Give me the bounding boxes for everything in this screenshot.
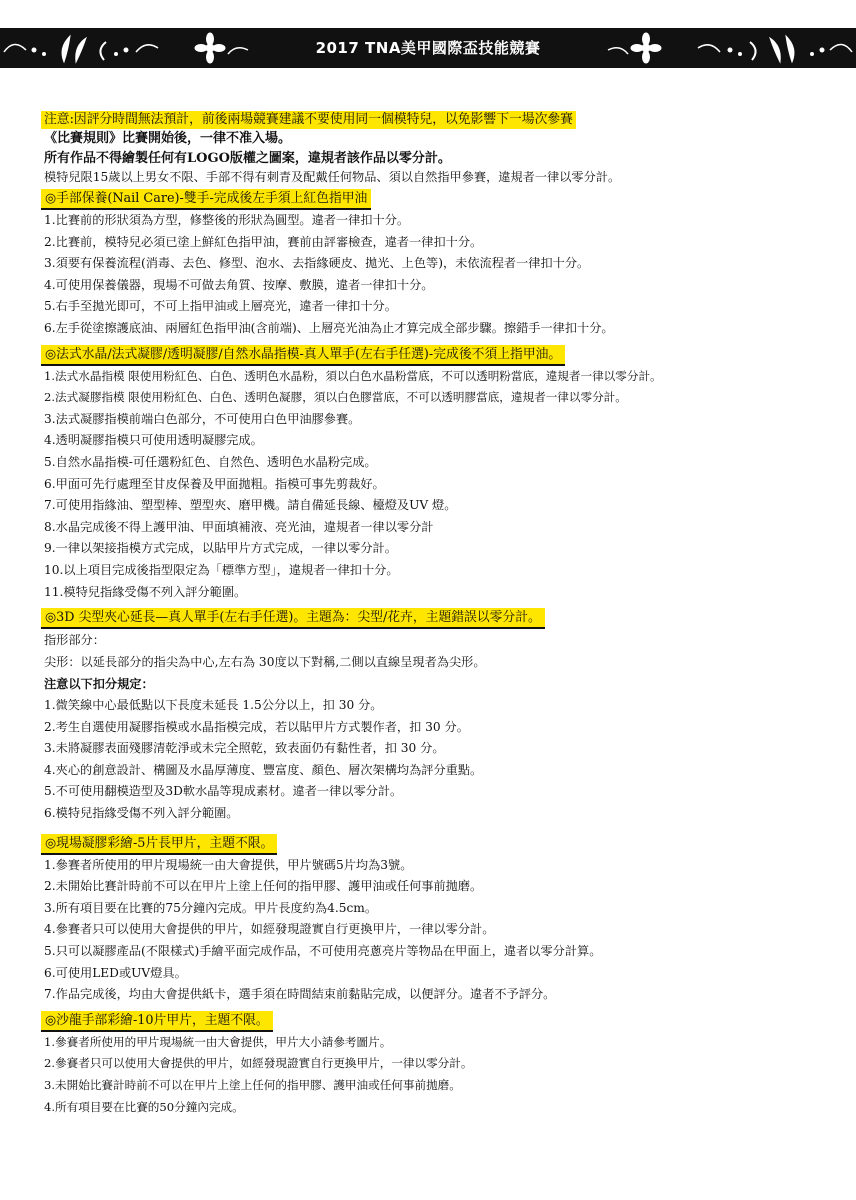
rule-no-entry: 《比賽規則》比賽開始後，一律不准入場。: [44, 131, 292, 146]
section-heading: ◎手部保養(Nail Care)-雙手-完成後左手須上紅色指甲油: [41, 189, 371, 210]
list-item: 6.左手從塗擦護底油、兩層紅色指甲油(含前端)、上層亮光油為止才算完成全部步驟。擦錯手一律扣十分。: [44, 320, 614, 335]
list-item: 5.只可以凝膠產品(不限樣式)手繪平面完成作品，不可使用亮蔥亮片等物品在甲面上，違者以零分計算。: [44, 944, 602, 959]
list-item: 1.微笑線中心最低點以下長度未延長 1.5公分以上，扣 30 分。: [44, 698, 383, 713]
warning-notice: 注意:因評分時間無法預計，前後兩場競賽建議不要使用同一個模特兒，以免影響下一場次參賽: [41, 111, 576, 129]
list-item: 4.透明凝膠指模只可使用透明凝膠完成。: [44, 433, 263, 448]
list-item: 4.所有項目要在比賽的50分鐘內完成。: [44, 1099, 244, 1114]
list-item: 6.模特兒指緣受傷不列入評分範圍。: [44, 806, 239, 821]
rules-document: [44, 108, 824, 1120]
list-item: 1.法式水晶指模 限使用粉紅色、白色、透明色水晶粉，須以白色水晶粉當底，不可以透明粉當底，違規者一律以零分計。: [44, 368, 662, 383]
list-item: 1.參賽者所使用的甲片現場統一由大會提供，甲片號碼5片均為3號。: [44, 857, 413, 872]
list-item: 2.未開始比賽計時前不可以在甲片上塗上任何的指甲膠、護甲油或任何事前拋磨。: [44, 879, 483, 894]
list-item: 5.自然水晶指模-可任選粉紅色、自然色、透明色水晶粉完成。: [44, 454, 377, 469]
list-item: 4.參賽者只可以使用大會提供的甲片，如經發現證實自行更換甲片，一律以零分計。: [44, 922, 495, 937]
list-item: 3.須要有保養流程(消毒、去色、修型、泡水、去指緣硬皮、拋光、上色等)，未依流程者一律扣十分。: [44, 256, 590, 271]
list-item: 6.可使用LED或UV燈具。: [44, 965, 187, 980]
list-item: 5.不可使用翻模造型及3D軟水晶等現成素材。違者一律以零分計。: [44, 784, 403, 799]
section-heading: ◎法式水晶/法式凝膠/透明凝膠/自然水晶指模-真人單手(左右手任選)-完成後不須上指甲油。: [41, 345, 565, 366]
list-item: 2.比賽前，模特兒必須已塗上鮮紅色指甲油，賽前由評審檢查，違者一律扣十分。: [44, 234, 483, 249]
list-item: 8.水晶完成後不得上護甲油、甲面填補液、亮光油，違規者一律以零分計: [44, 519, 434, 534]
list-item: 3.未開始比賽計時前不可以在甲片上塗上任何的指甲膠、護甲油或任何事前拋磨。: [44, 1078, 461, 1092]
section-subheading: 注意以下扣分規定：: [44, 677, 154, 692]
section-salon-painting: [44, 1008, 824, 1118]
right-floral-ornament-icon: [596, 28, 856, 68]
section-heading: ◎3D 尖型夾心延長—真人單手(左右手任選)。主題為：尖型/花卉，主題錯誤以零分計。: [41, 608, 545, 629]
section-french-acrylic: [44, 342, 824, 604]
banner-title: 2017 TNA美甲國際盃技能競賽: [315, 39, 541, 57]
list-item: 3.未將凝膠表面殘膠清乾淨或未完全照乾，致表面仍有黏性者，扣 30 分。: [44, 741, 445, 756]
list-item: 3.所有項目要在比賽的75分鐘內完成。甲片長度約為4.5cm。: [44, 900, 378, 915]
list-item: 5.右手至拋光即可，不可上指甲油或上層亮光，違者一律扣十分。: [44, 299, 397, 314]
section-gel-painting: [44, 831, 824, 1006]
section-heading: ◎現場凝膠彩繪-5片長甲片，主題不限。: [41, 834, 277, 855]
list-item: 2.法式凝膠指模 限使用粉紅色、白色、透明色凝膠，須以白色膠當底，不可以透明膠當底，違規者一律以零分計。: [44, 390, 627, 405]
list-item: 2.參賽者只可以使用大會提供的甲片，如經發現證實自行更換甲片，一律以零分計。: [44, 1056, 473, 1071]
section-3d-sculpture: [44, 605, 824, 825]
list-item: 11.模特兒指緣受傷不列入評分範圍。: [44, 584, 247, 599]
list-item: 9.一律以架接指模方式完成，以貼甲片方式完成，一律以零分計。: [44, 541, 397, 556]
list-item: 1.參賽者所使用的甲片現場統一由大會提供，甲片大小請參考圖片。: [44, 1034, 392, 1049]
list-item: 3.法式凝膠指模前端白色部分，不可使用白色甲油膠參賽。: [44, 411, 361, 426]
list-item: 4.夾心的創意設計、構圖及水晶厚薄度、豐富度、顏色、層次架構均為評分重點。: [44, 762, 483, 777]
section-intro: 尖形：以延長部分的指尖為中心,左右為 30度以下對稱,二側以直線呈現者為尖形。: [44, 655, 486, 670]
list-item: 7.可使用指緣油、塑型棒、塑型夾、磨甲機。請自備延長線、檯燈及UV 燈。: [44, 498, 457, 513]
list-item: 1.比賽前的形狀須為方型，修整後的形狀為圓型。違者一律扣十分。: [44, 213, 410, 227]
list-item: 6.甲面可先行處理至甘皮保養及甲面拋粗。指模可事先剪裁好。: [44, 476, 385, 491]
list-item: 7.作品完成後，均由大會提供紙卡，選手須在時間結束前黏貼完成，以便評分。違者不予評分。: [44, 987, 556, 1002]
header-banner: [0, 28, 856, 68]
list-item: 2.考生自選使用凝膠指模或水晶指模完成，若以貼甲片方式製作者，扣 30 分。: [44, 719, 469, 734]
section-heading: ◎沙龍手部彩繪-10片甲片，主題不限。: [41, 1011, 273, 1032]
list-item: 10.以上項目完成後指型限定為「標準方型」，違規者一律扣十分。: [44, 562, 399, 577]
rule-model: 模特兒限15歲以上男女不限、手部不得有刺青及配戴任何物品、須以自然指甲參賽，違規者一律以零分計。: [44, 170, 621, 184]
list-item: 4.可使用保養儀器，現場不可做去角質、按摩、敷膜，違者一律扣十分。: [44, 277, 434, 292]
rule-logo: 所有作品不得繪製任何有LOGO版權之圖案，違規者該作品以零分計。: [44, 151, 451, 166]
section-intro: 指形部分：: [44, 633, 105, 648]
section-nail-care: [44, 186, 824, 340]
